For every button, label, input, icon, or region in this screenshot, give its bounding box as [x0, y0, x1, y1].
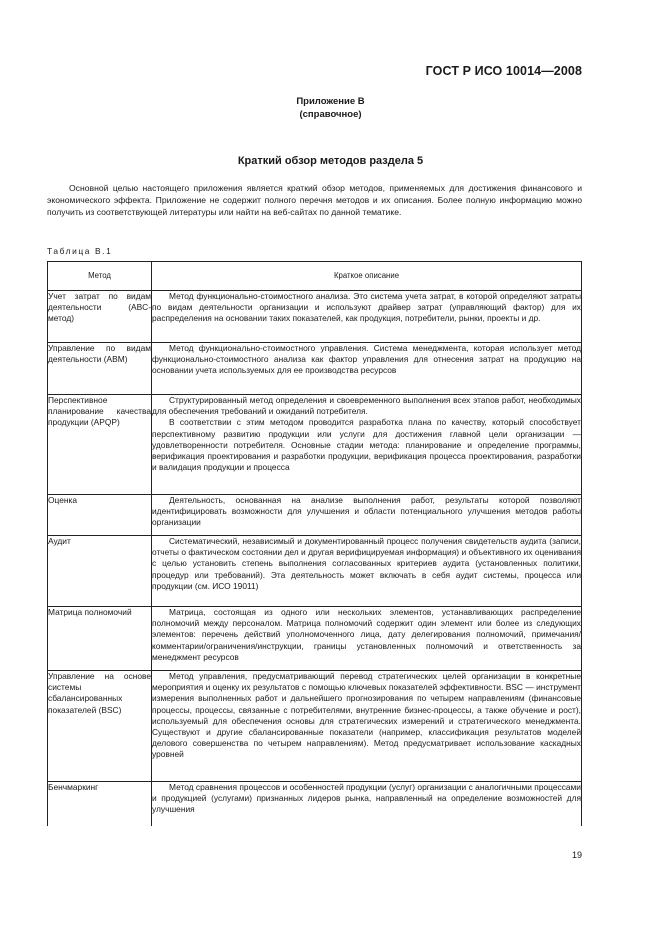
- table-header-row: [48, 262, 582, 291]
- method-name-cell: Управление на основе системы сбалансированных показателей (BSC): [48, 671, 152, 782]
- intro-paragraph: Основной целью настоящего приложения является краткий обзор методов, применяемых для достижения финансового и экономического эффекта. Приложение не содержит полного перечня методов и их описания. Более полную информацию можно получить из соответствующей литературы или найти на веб-сайтах по данной тематике.: [47, 183, 582, 217]
- table-row: [48, 343, 582, 395]
- method-name-cell: Аудит: [48, 536, 152, 607]
- description-paragraph: Метод сравнения процессов и особенностей продукции (услуг) организации с аналогичными процессами и продукцией (услугами) признанных лидеров рынка, направленный на определение возможностей для улучшения: [152, 782, 581, 815]
- description-paragraph: В соответствии с этим методом проводится разработка плана по качеству, который способствует перспективному развитию продукции или услуги для достижения главной цели организации — удовлетворенности потребителя. Основные стадии метода: планирование и определение программы, верификация проектирования и разработки продукции, верификация процесса проектирования, разработки и валидация продукции и процесса: [152, 417, 581, 473]
- header-method: Метод: [48, 262, 152, 291]
- method-description-cell: [152, 536, 582, 607]
- table-row: [48, 291, 582, 343]
- method-name-cell: Учет затрат по видам деятельности (ABC-метод): [48, 291, 152, 343]
- method-description-cell: [152, 343, 582, 395]
- method-description-cell: [152, 671, 582, 782]
- table-row: [48, 495, 582, 536]
- header-description: Краткое описание: [152, 262, 582, 291]
- document-code: ГОСТ Р ИСО 10014—2008: [425, 64, 582, 78]
- appendix-subtitle: (справочное): [299, 109, 362, 120]
- methods-table: [47, 261, 582, 826]
- description-paragraph: Метод функционально-стоимостного анализа. Это система учета затрат, в которой определяют затраты по видам деятельности организации и используют драйвер затрат (управляющий фактор) для их распределения на основании таких показателей, как продукция, потребители, рынки, проекты и др.: [152, 291, 581, 324]
- method-description-cell: [152, 607, 582, 671]
- page-number: 19: [571, 850, 582, 860]
- method-name-cell: Матрица полномочий: [48, 607, 152, 671]
- description-paragraph: Матрица, состоящая из одного или нескольких элементов, устанавливающих распределение полномочий между персоналом. Матрица полномочий содержит один элемент или более из следующих элементов: перечень действий уполномоченного лица, дату делегирования полномочий, примечания/комментарии/ограничения/инструкции, границы установленных полномочий и ответственность за менеджмент ресурсов: [152, 607, 581, 662]
- description-paragraph: Систематический, независимый и документированный процесс получения свидетельств аудита (записи, отчеты о фактическом состоянии дел и другая верифицируемая информация) и объективного их оценивания с целью установить степень выполнения согласованных критериев аудита (установленных политики, процедур или требований). Эта деятельность может включать в себя аудит системы, процесса или продукции (см. ИСО 19011): [152, 536, 581, 591]
- description-paragraph: Метод функционально-стоимостного управления. Система менеджмента, которая использует метод функционально-стоимостного анализа как фактор управления для отнесения затрат на продукцию на основании учета используемых для ее производства ресурсов: [152, 343, 581, 376]
- table-row: [48, 395, 582, 495]
- table-row: [48, 536, 582, 607]
- description-paragraph: Структурированный метод определения и своевременного выполнения всех этапов работ, необходимых для обеспечения требований и ожиданий потребителя.: [152, 395, 581, 417]
- description-paragraph: Деятельность, основанная на анализе выполнения работ, результаты которой позволяют идентифицировать возможности для улучшения и области потенциального улучшения методов работы организации: [152, 495, 581, 528]
- description-paragraph: Метод управления, предусматривающий перевод стратегических целей организации в конкретные мероприятия и оценку их результатов с помощью ключевых показателей эффективности. BSC — инструмент измерения выполненных работ и дальнейшего прогнозирования по четырем направлениям (финансовые процессы, процессы, связанные с потребителями, внутренние бизнес-процессы, а также обучение и рост), используемый для обеспечения основы для стратегических измерений и стратегического менеджмента. Существуют и другие сбалансированные показатели (например, классификация результатов моделей делового совершенства по четырем направлениям). Метод предусматривает использование каскадных уровней: [152, 671, 581, 760]
- table-row: [48, 782, 582, 826]
- appendix-heading: [0, 95, 661, 121]
- method-description-cell: [152, 291, 582, 343]
- section-title: Краткий обзор методов раздела 5: [237, 155, 424, 167]
- table-row: [48, 671, 582, 782]
- table-label: Таблица В.1: [47, 246, 113, 256]
- method-description-cell: [152, 395, 582, 495]
- method-name-cell: Перспективное планирование качества продукции (APQP): [48, 395, 152, 495]
- table-body: [48, 291, 582, 826]
- method-description-cell: [152, 782, 582, 826]
- table-row: [48, 607, 582, 671]
- method-name-cell: Бенчмаркинг: [48, 782, 152, 826]
- method-name-cell: Управление по видам деятельности (ABM): [48, 343, 152, 395]
- appendix-title: Приложение В: [296, 96, 365, 107]
- method-description-cell: [152, 495, 582, 536]
- method-name-cell: Оценка: [48, 495, 152, 536]
